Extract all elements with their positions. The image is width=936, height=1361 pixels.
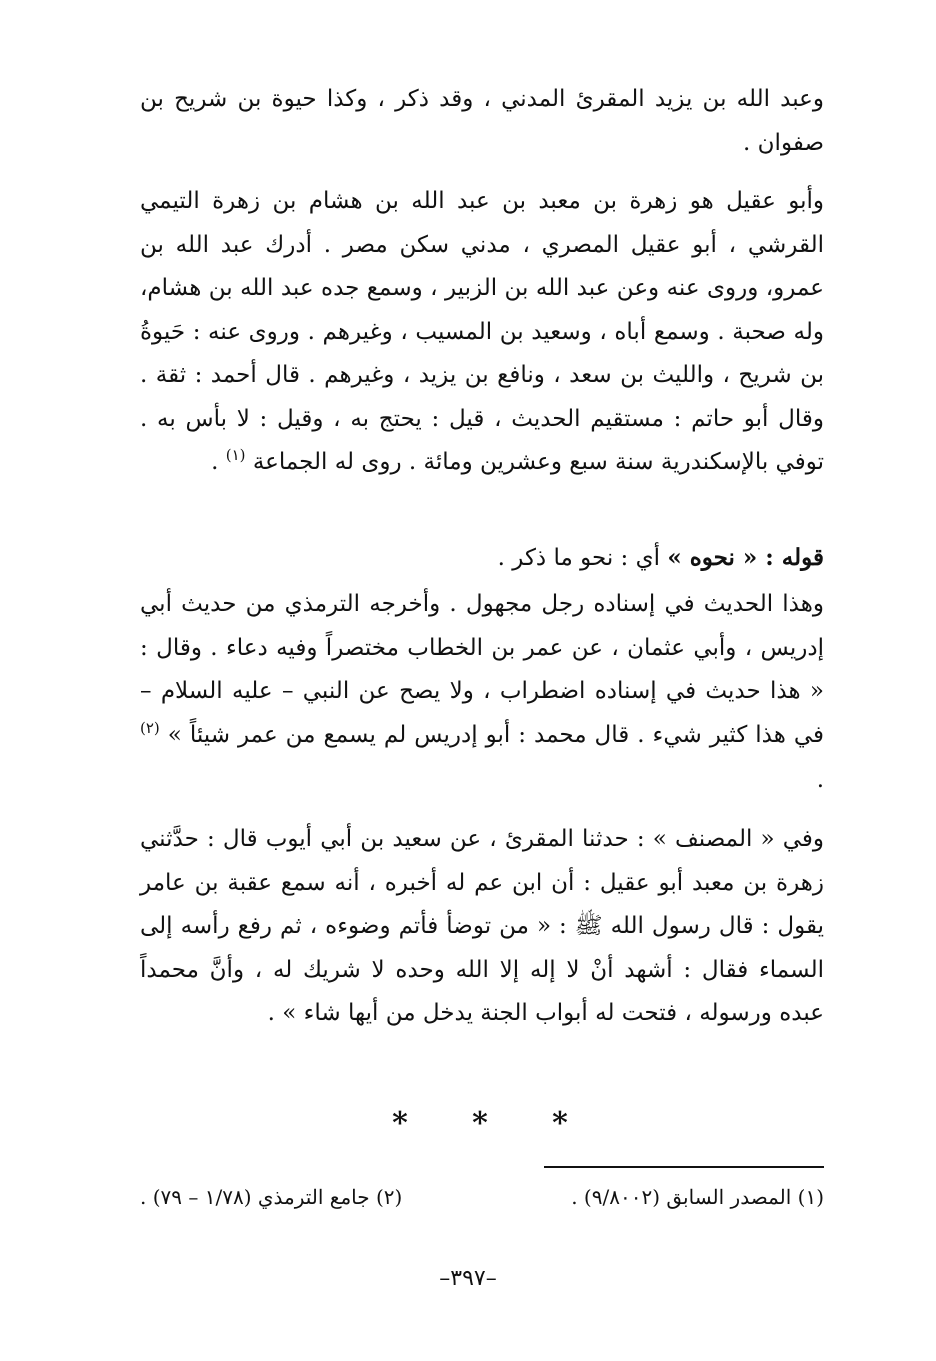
paragraph-4-end: . — [816, 767, 824, 793]
paragraph-3-text: أي : نحو ما ذكر . — [497, 545, 668, 571]
paragraph-1 — [140, 78, 824, 165]
paragraph-2-end: . — [211, 449, 226, 475]
section-separator — [380, 1107, 580, 1141]
paragraph-4-content — [140, 583, 824, 803]
footnote-1: (١) المصدر السابق (٩/٨٠٠٢) . — [571, 1185, 824, 1209]
paragraph-3-label: قوله : « نحوه » — [667, 544, 824, 571]
paragraph-2-content — [140, 180, 824, 487]
paragraph-4 — [140, 583, 824, 803]
paragraph-2-text: وأبو عقيل هو زهرة بن معبد بن عبد الله بن هشام بن زهرة التيمي القرشي ، أبو عقيل المصري ، مدني سكن مصر . أدرك عبد الله بن عمرو، وروى عنه وعن عبد الله بن الزبير ، وسمع جده عبد الله بن هشام، وله صحبة . وسمع أباه ، وسعيد بن المسيب ، وغيرهم . وروى عنه : حَيوةُ بن شريح ، والليث بن سعد ، ونافع بن يزيد ، وغيرهم . قال أحمد : ثقة . وقال أبو حاتم : مستقيم الحديث ، قيل : يحتج به ، وقيل : لا بأس به . توفي بالإسكندرية سنة سبع وعشرين ومائة . روى له الجماعة — [140, 188, 824, 475]
footnote-ref-1: (١) — [225, 446, 246, 464]
paragraph-5-text: وفي « المصنف » : حدثنا المقرئ ، عن سعيد بن أبي أيوب قال : حدَّثني زهرة بن معبد أبو عقيل : أن ابن عم له أخبره ، أنه سمع عقبة بن عامر يقول : قال رسول الله ﷺ : « من توضأ فأتم وضوءه ، ثم رفع رأسه إلى السماء فقال : أشهد أنْ لا إله إلا الله وحده لا شريك له ، وأنَّ محمداً عبده ورسوله ، فتحت له أبواب الجنة يدخل من أيها شاء » . — [140, 826, 824, 1026]
separator-star: * — [392, 1106, 408, 1141]
footnote-ref-2: (٢) — [140, 718, 160, 737]
paragraph-3-content — [140, 536, 824, 581]
separator-star: * — [552, 1106, 568, 1141]
paragraph-3 — [140, 536, 824, 581]
paragraph-1-text: وعبد الله بن يزيد المقرئ المدني ، وقد ذكر ، وكذا حيوة بن شريح بن صفوان . — [140, 86, 824, 156]
paragraph-5 — [140, 818, 824, 1036]
footnotes — [140, 1180, 824, 1214]
footnote-divider — [544, 1166, 824, 1168]
footnote-2: (٢) جامع الترمذي (١/٧٨ – ٧٩) . — [140, 1185, 403, 1209]
paragraph-2 — [140, 180, 824, 487]
paragraph-4-text: وهذا الحديث في إسناده رجل مجهول . وأخرجه الترمذي من حديث أبي إدريس ، وأبي عثمان ، عن عمر بن الخطاب مختصراً وفيه دعاء . وقال : « هذا حديث في إسناده اضطراب ، ولا يصح عن النبي – عليه السلام – في هذا كثير شيء . قال محمد : أبو إدريس لم يسمع من عمر شيئاً » — [140, 591, 824, 748]
separator-star: * — [472, 1106, 488, 1141]
page-number: –٣٩٧– — [439, 1266, 497, 1291]
